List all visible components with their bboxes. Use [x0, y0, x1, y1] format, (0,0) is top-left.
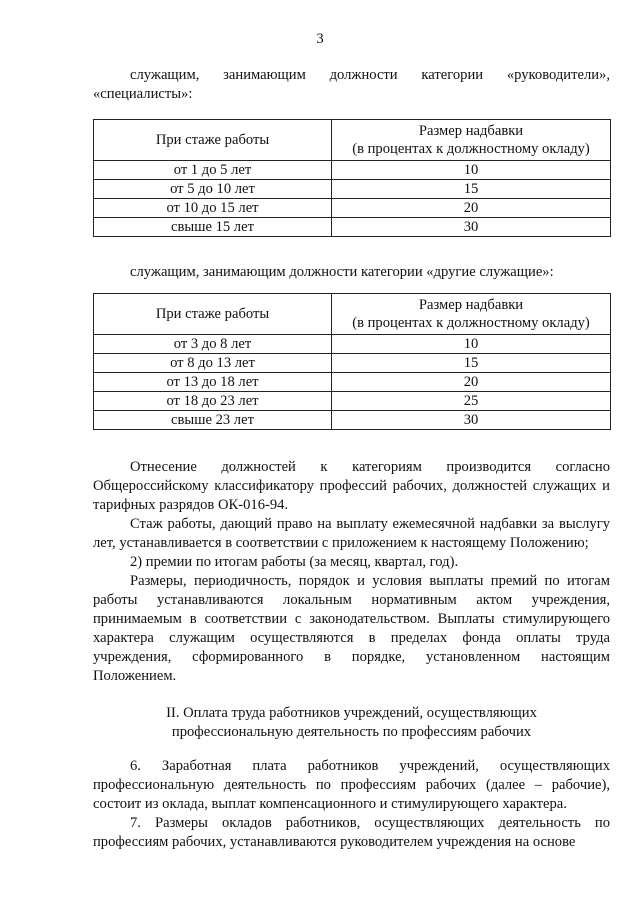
intro-line-2: «специалисты»:	[93, 86, 193, 102]
table-row	[94, 373, 611, 392]
cell-percent: 30	[332, 411, 611, 430]
paragraph-classification: Отнесение должностей к категориям производится согласно Общероссийскому классификатору профессий рабочих, должностей служащих и тарифных разрядов ОК-016-94.	[93, 459, 610, 513]
table-row	[94, 161, 611, 180]
table-row	[94, 354, 611, 373]
table-row	[94, 335, 611, 354]
header-bonus-size	[332, 120, 611, 161]
header-bonus-size	[332, 294, 611, 335]
cell-period: от 13 до 18 лет	[94, 373, 332, 392]
table-header-row	[94, 294, 611, 335]
section-2-items	[93, 757, 610, 852]
header-bonus-title: Размер надбавки	[418, 123, 524, 139]
cell-percent: 10	[332, 161, 611, 180]
intro-other-employees: служащим, занимающим должности категории «другие служащие»:	[130, 264, 554, 280]
item-6-salary: 6. Заработная плата работников учреждений, осуществляющих профессиональную деятельность по профессиям рабочих (далее – рабочие), состоит из оклада, выплат компенсационного и стимулирующего характера.	[93, 758, 610, 812]
header-seniority: При стаже работы	[94, 120, 332, 161]
cell-percent: 25	[332, 392, 611, 411]
paragraph-bonuses: 2) премии по итогам работы (за месяц, квартал, год).	[130, 554, 459, 570]
cell-period: от 8 до 13 лет	[94, 354, 332, 373]
section-2-heading	[93, 704, 610, 742]
intro-line-1: служащим, занимающим должности категории «руководители»,	[130, 67, 610, 83]
table-row	[94, 218, 611, 237]
bonus-table-managers	[93, 119, 611, 237]
table-header-row	[94, 120, 611, 161]
paragraph-seniority: Стаж работы, дающий право на выплату ежемесячной надбавки за выслугу лет, устанавливается в соответствии с приложением к настоящему Положению;	[93, 516, 610, 551]
cell-period: свыше 15 лет	[94, 218, 332, 237]
table-row	[94, 199, 611, 218]
header-bonus-note: (в процентах к должностному окладу)	[352, 141, 590, 157]
cell-period: от 1 до 5 лет	[94, 161, 332, 180]
body-paragraphs	[93, 458, 610, 686]
table-row	[94, 392, 611, 411]
intro-categories-managers	[93, 66, 610, 104]
header-bonus-title: Размер надбавки	[418, 297, 524, 313]
cell-percent: 15	[332, 354, 611, 373]
table-row	[94, 180, 611, 199]
section-title-line-2: профессиональную деятельность по профессиям рабочих	[171, 724, 532, 740]
cell-period: от 3 до 8 лет	[94, 335, 332, 354]
section-title-line-1: II. Оплата труда работников учреждений, осуществляющих	[166, 705, 537, 721]
cell-period: от 5 до 10 лет	[94, 180, 332, 199]
table-row	[94, 411, 611, 430]
cell-percent: 10	[332, 335, 611, 354]
bonus-table-other-employees	[93, 293, 611, 430]
header-seniority: При стаже работы	[94, 294, 332, 335]
header-bonus-note: (в процентах к должностному окладу)	[352, 315, 590, 331]
cell-period: от 10 до 15 лет	[94, 199, 332, 218]
item-7-salary-sizes: 7. Размеры окладов работников, осуществляющих деятельность по профессиям рабочих, устанавливаются руководителем учреждения на основе	[93, 815, 610, 850]
cell-percent: 20	[332, 373, 611, 392]
cell-period: от 18 до 23 лет	[94, 392, 332, 411]
cell-percent: 15	[332, 180, 611, 199]
page-number: 3	[316, 31, 324, 47]
cell-percent: 30	[332, 218, 611, 237]
cell-percent: 20	[332, 199, 611, 218]
cell-period: свыше 23 лет	[94, 411, 332, 430]
paragraph-bonus-conditions: Размеры, периодичность, порядок и условия выплаты премий по итогам работы устанавливаются локальным нормативным актом учреждения, принимаемым в соответствии с законодательством. Выплаты стимулирующего характера служащим осуществляются в пределах фонда оплаты труда учреждения, сформированного в порядке, установленном настоящим Положением.	[93, 573, 610, 684]
